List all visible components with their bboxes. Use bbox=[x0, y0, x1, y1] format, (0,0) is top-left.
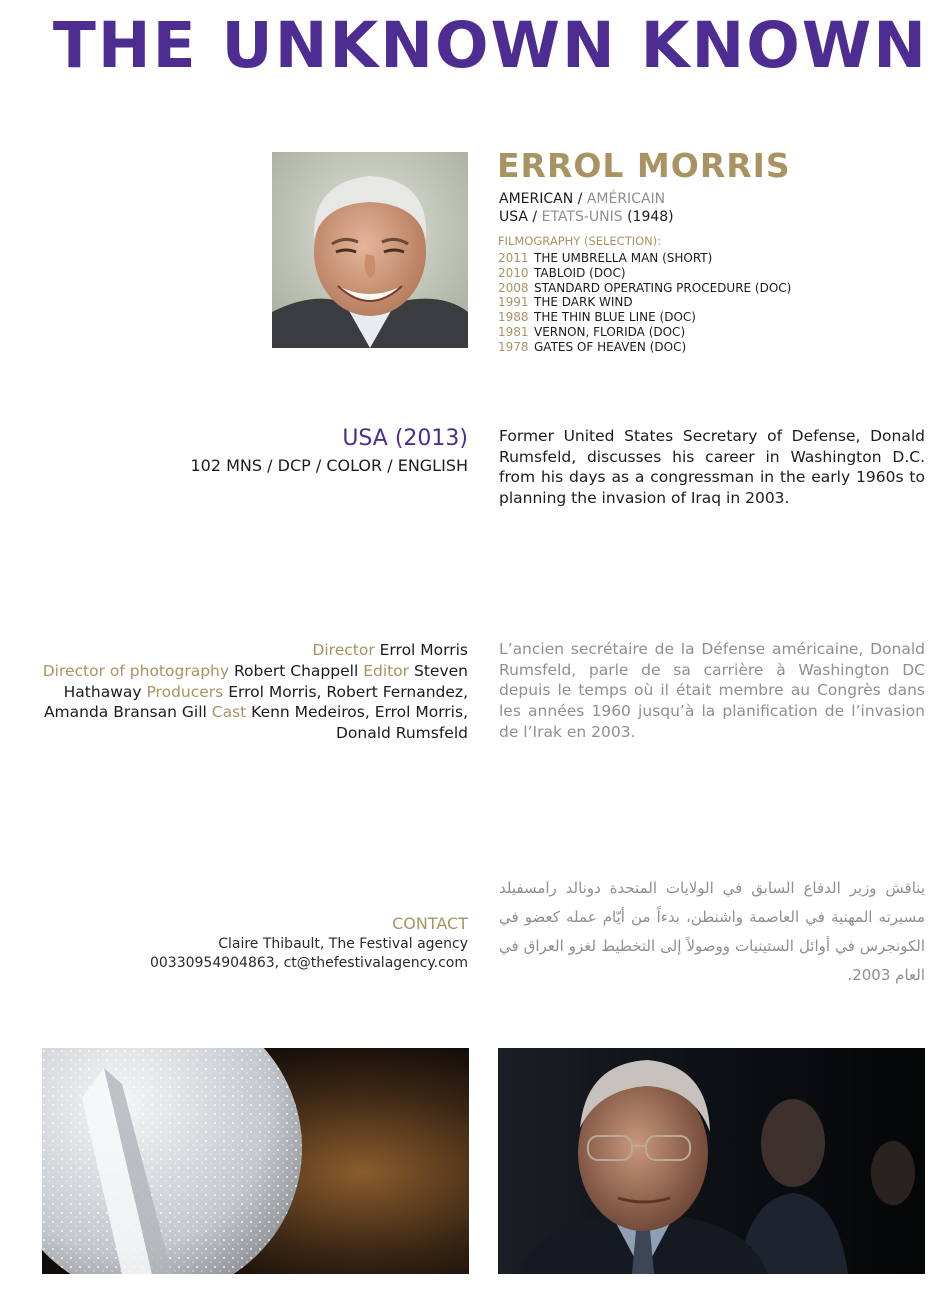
filmography-year: 1978 bbox=[498, 339, 529, 354]
credit-role: Editor bbox=[363, 661, 410, 680]
filmography-title: THE THIN BLUE LINE (DOC) bbox=[534, 310, 696, 325]
credit-names: Kenn Medeiros, Errol Morris, Donald Rumsfeld bbox=[251, 703, 468, 743]
film-still-rumsfeld bbox=[498, 1048, 925, 1274]
credit-names: Steven Hathaway bbox=[63, 661, 468, 701]
director-name: ERROL MORRIS bbox=[497, 146, 791, 185]
country-en: USA bbox=[499, 209, 528, 225]
synopsis-french: L’ancien secrétaire de la Défense américaine, Donald Rumsfeld, parle de sa carrière à Washington DC depuis le temps où il était membre au Congrès dans les années 1960 jusqu’à la planification de l’invasion de l’Irak en 2003. bbox=[499, 640, 925, 741]
director-portrait bbox=[272, 152, 468, 348]
synopsis-arabic: يناقش وزير الدفاع السابق في الولايات المتحدة دونالد رامسفيلد مسيرته المهنية في العاصمة واشنطن، بدءاً من أيّام عمله كعضو في الكونجرس في أوائل الستينيات ووصولاً إلى التخطيط لغزو العراق في العام 2003. bbox=[499, 879, 925, 984]
contact-name: Claire Thibault, The Festival agency bbox=[218, 936, 468, 952]
country-fr: ETATS-UNIS bbox=[541, 209, 623, 225]
filmography-item bbox=[498, 325, 791, 340]
filmography-year: 2008 bbox=[498, 280, 529, 295]
credit-role: Director of photography bbox=[42, 661, 230, 680]
contact-details: 00330954904863, ct@thefestivalagency.com bbox=[149, 955, 468, 971]
filmography-item bbox=[498, 281, 791, 296]
contact-heading: CONTACT bbox=[392, 914, 468, 933]
filmography-title: TABLOID (DOC) bbox=[534, 265, 626, 280]
country-separator: / bbox=[527, 209, 542, 225]
filmography-title: THE DARK WIND bbox=[534, 295, 633, 310]
filmography-year: 1981 bbox=[498, 324, 529, 339]
director-country bbox=[499, 208, 674, 226]
nationality-separator: / bbox=[573, 191, 587, 207]
nationality-fr: AMÉRICAIN bbox=[586, 191, 666, 207]
credit-names: Errol Morris bbox=[379, 641, 468, 659]
nationality-en: AMERICAN bbox=[499, 191, 574, 207]
film-still-snow-globe bbox=[42, 1048, 469, 1274]
filmography-title: STANDARD OPERATING PROCEDURE (DOC) bbox=[534, 280, 792, 295]
filmography-item bbox=[498, 266, 791, 281]
filmography-item bbox=[498, 340, 791, 355]
filmography-year: 1988 bbox=[498, 310, 529, 325]
film-country-year: USA (2013) bbox=[342, 426, 468, 451]
filmography-year: 2010 bbox=[498, 265, 529, 280]
film-tech-specs: 102 MNS / DCP / COLOR / ENGLISH bbox=[190, 456, 468, 475]
credit-names: Errol Morris, Robert Fernandez, Amanda Bransan Gill bbox=[43, 682, 468, 722]
filmography-item bbox=[498, 295, 791, 310]
credit-role: Producers bbox=[146, 682, 224, 701]
filmography-title: THE UMBRELLA MAN (SHORT) bbox=[534, 251, 713, 265]
filmography-heading: FILMOGRAPHY (SELECTION): bbox=[498, 234, 662, 248]
filmography-title: VERNON, FLORIDA (DOC) bbox=[534, 324, 686, 339]
filmography-year: 1991 bbox=[498, 295, 529, 310]
credit-names: Robert Chappell bbox=[233, 661, 359, 680]
filmography-year: 2011 bbox=[498, 251, 529, 265]
filmography-title: GATES OF HEAVEN (DOC) bbox=[534, 339, 687, 354]
film-title: THE UNKNOWN KNOWN bbox=[52, 9, 928, 82]
filmography-item bbox=[498, 310, 791, 325]
synopsis-english: Former United States Secretary of Defense, Donald Rumsfeld, discusses his career in Washington D.C. from his days as a congressman in the early 1960s to planning the invasion of Iraq in 2003. bbox=[499, 427, 925, 508]
credit-role: Cast bbox=[211, 703, 247, 722]
filmography-item bbox=[498, 251, 791, 266]
birth-year: (1948) bbox=[627, 209, 674, 225]
director-portrait-image bbox=[272, 152, 468, 348]
film-credits bbox=[38, 640, 468, 744]
snow-globe-image bbox=[42, 1048, 469, 1274]
rumsfeld-image bbox=[498, 1048, 925, 1274]
director-nationality bbox=[499, 190, 665, 208]
credit-role: Director bbox=[312, 641, 375, 659]
filmography-list bbox=[498, 251, 791, 355]
